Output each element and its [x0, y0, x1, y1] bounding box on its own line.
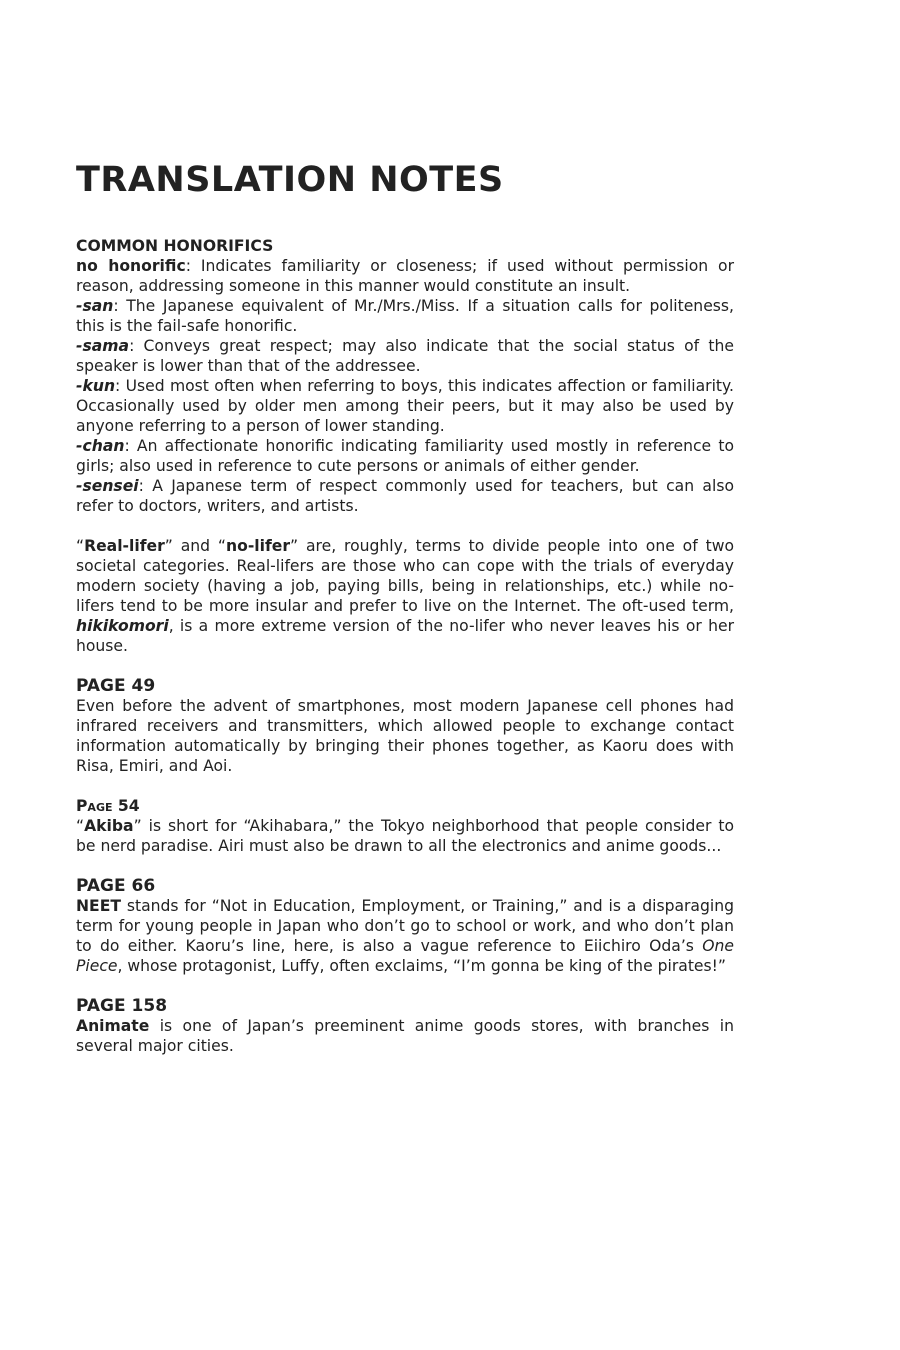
honorific-term: -sensei	[76, 477, 139, 495]
honorific-text: : Conveys great respect; may also indicate that the social status of the speaker is lower than that of the addressee.	[76, 337, 734, 375]
honorific-text: : Used most often when referring to boys, this indicates affection or familiarity. Occasionally used by older men among their peers, but it may also be used by anyone referring to a person of lower standing.	[76, 377, 734, 435]
spacer	[76, 856, 734, 876]
term-no-lifer: no-lifer	[226, 537, 291, 555]
spacer	[76, 516, 734, 536]
honorific-term: -chan	[76, 437, 125, 455]
honorific-no-honorific	[76, 256, 734, 296]
honorific-chan	[76, 436, 734, 476]
page-title: TRANSLATION NOTES	[76, 160, 504, 200]
term-hikikomori: hikikomori	[76, 617, 169, 635]
page-49-heading: PAGE 49	[76, 676, 156, 696]
page-54-heading: Page 54	[76, 797, 140, 815]
honorific-text: : An affectionate honorific indicating familiarity used mostly in reference to girls; also used in reference to cute persons or animals of either gender.	[76, 437, 734, 475]
term-neet: NEET	[76, 897, 121, 915]
honorific-kun	[76, 376, 734, 436]
spacer	[76, 776, 734, 796]
spacer	[76, 976, 734, 996]
page-158-note: Animate is one of Japan’s preeminent anime goods stores, with branches in several major cities.	[76, 1017, 734, 1055]
honorific-term: -san	[76, 297, 114, 315]
honorific-text: : The Japanese equivalent of Mr./Mrs./Miss. If a situation calls for politeness, this is the fail-safe honorific.	[76, 297, 734, 335]
honorific-text: : Indicates familiarity or closeness; if used without permission or reason, addressing someone in this manner would constitute an insult.	[76, 257, 734, 295]
page-66-note: NEET stands for “Not in Education, Employment, or Training,” and is a disparaging term for young people in Japan who don’t go to school or work, and who don’t plan to do either. Kaoru’s line, here, is also a vague reference to Eiichiro Oda’s One Piece, whose protagonist, Luffy, often exclaims, “I’m gonna be king of the pirates!”	[76, 897, 734, 975]
honorific-term: -sama	[76, 337, 130, 355]
page-158-heading: PAGE 158	[76, 996, 168, 1016]
honorific-sensei	[76, 476, 734, 516]
page-54-note: “Akiba” is short for “Akihabara,” the Tokyo neighborhood that people consider to be nerd paradise. Airi must also be drawn to all the electronics and anime goods...	[76, 817, 734, 855]
honorifics-heading: COMMON HONORIFICS	[76, 237, 274, 255]
page-66-heading: PAGE 66	[76, 876, 156, 896]
term-real-lifer: Real-lifer	[84, 537, 165, 555]
honorific-term: no honorific	[76, 257, 186, 275]
honorific-text: : A Japanese term of respect commonly used for teachers, but can also refer to doctors, writers, and artists.	[76, 477, 734, 515]
term-akiba: Akiba	[84, 817, 134, 835]
term-animate: Animate	[76, 1017, 150, 1035]
spacer	[76, 656, 734, 676]
honorific-sama	[76, 336, 734, 376]
reallifer-note: “Real-lifer” and “no-lifer” are, roughly, terms to divide people into one of two societal categories. Real-lifers are those who can cope with the trials of everyday modern society (having a job, paying bills, being in relationships, etc.) while no-lifers tend to be more insular and prefer to live on the Internet. The oft-used term, hikikomori, is a more extreme version of the no-lifer who never leaves his or her house.	[76, 537, 734, 655]
title-one-piece: One Piece	[76, 937, 734, 975]
page-49-note: Even before the advent of smartphones, most modern Japanese cell phones had infrared receivers and transmitters, which allowed people to exchange contact information automatically by bringing their phones together, as Kaoru does with Risa, Emiri, and Aoi.	[76, 697, 734, 775]
honorific-term: -kun	[76, 377, 116, 395]
notes-body	[76, 236, 734, 1056]
honorific-san	[76, 296, 734, 336]
